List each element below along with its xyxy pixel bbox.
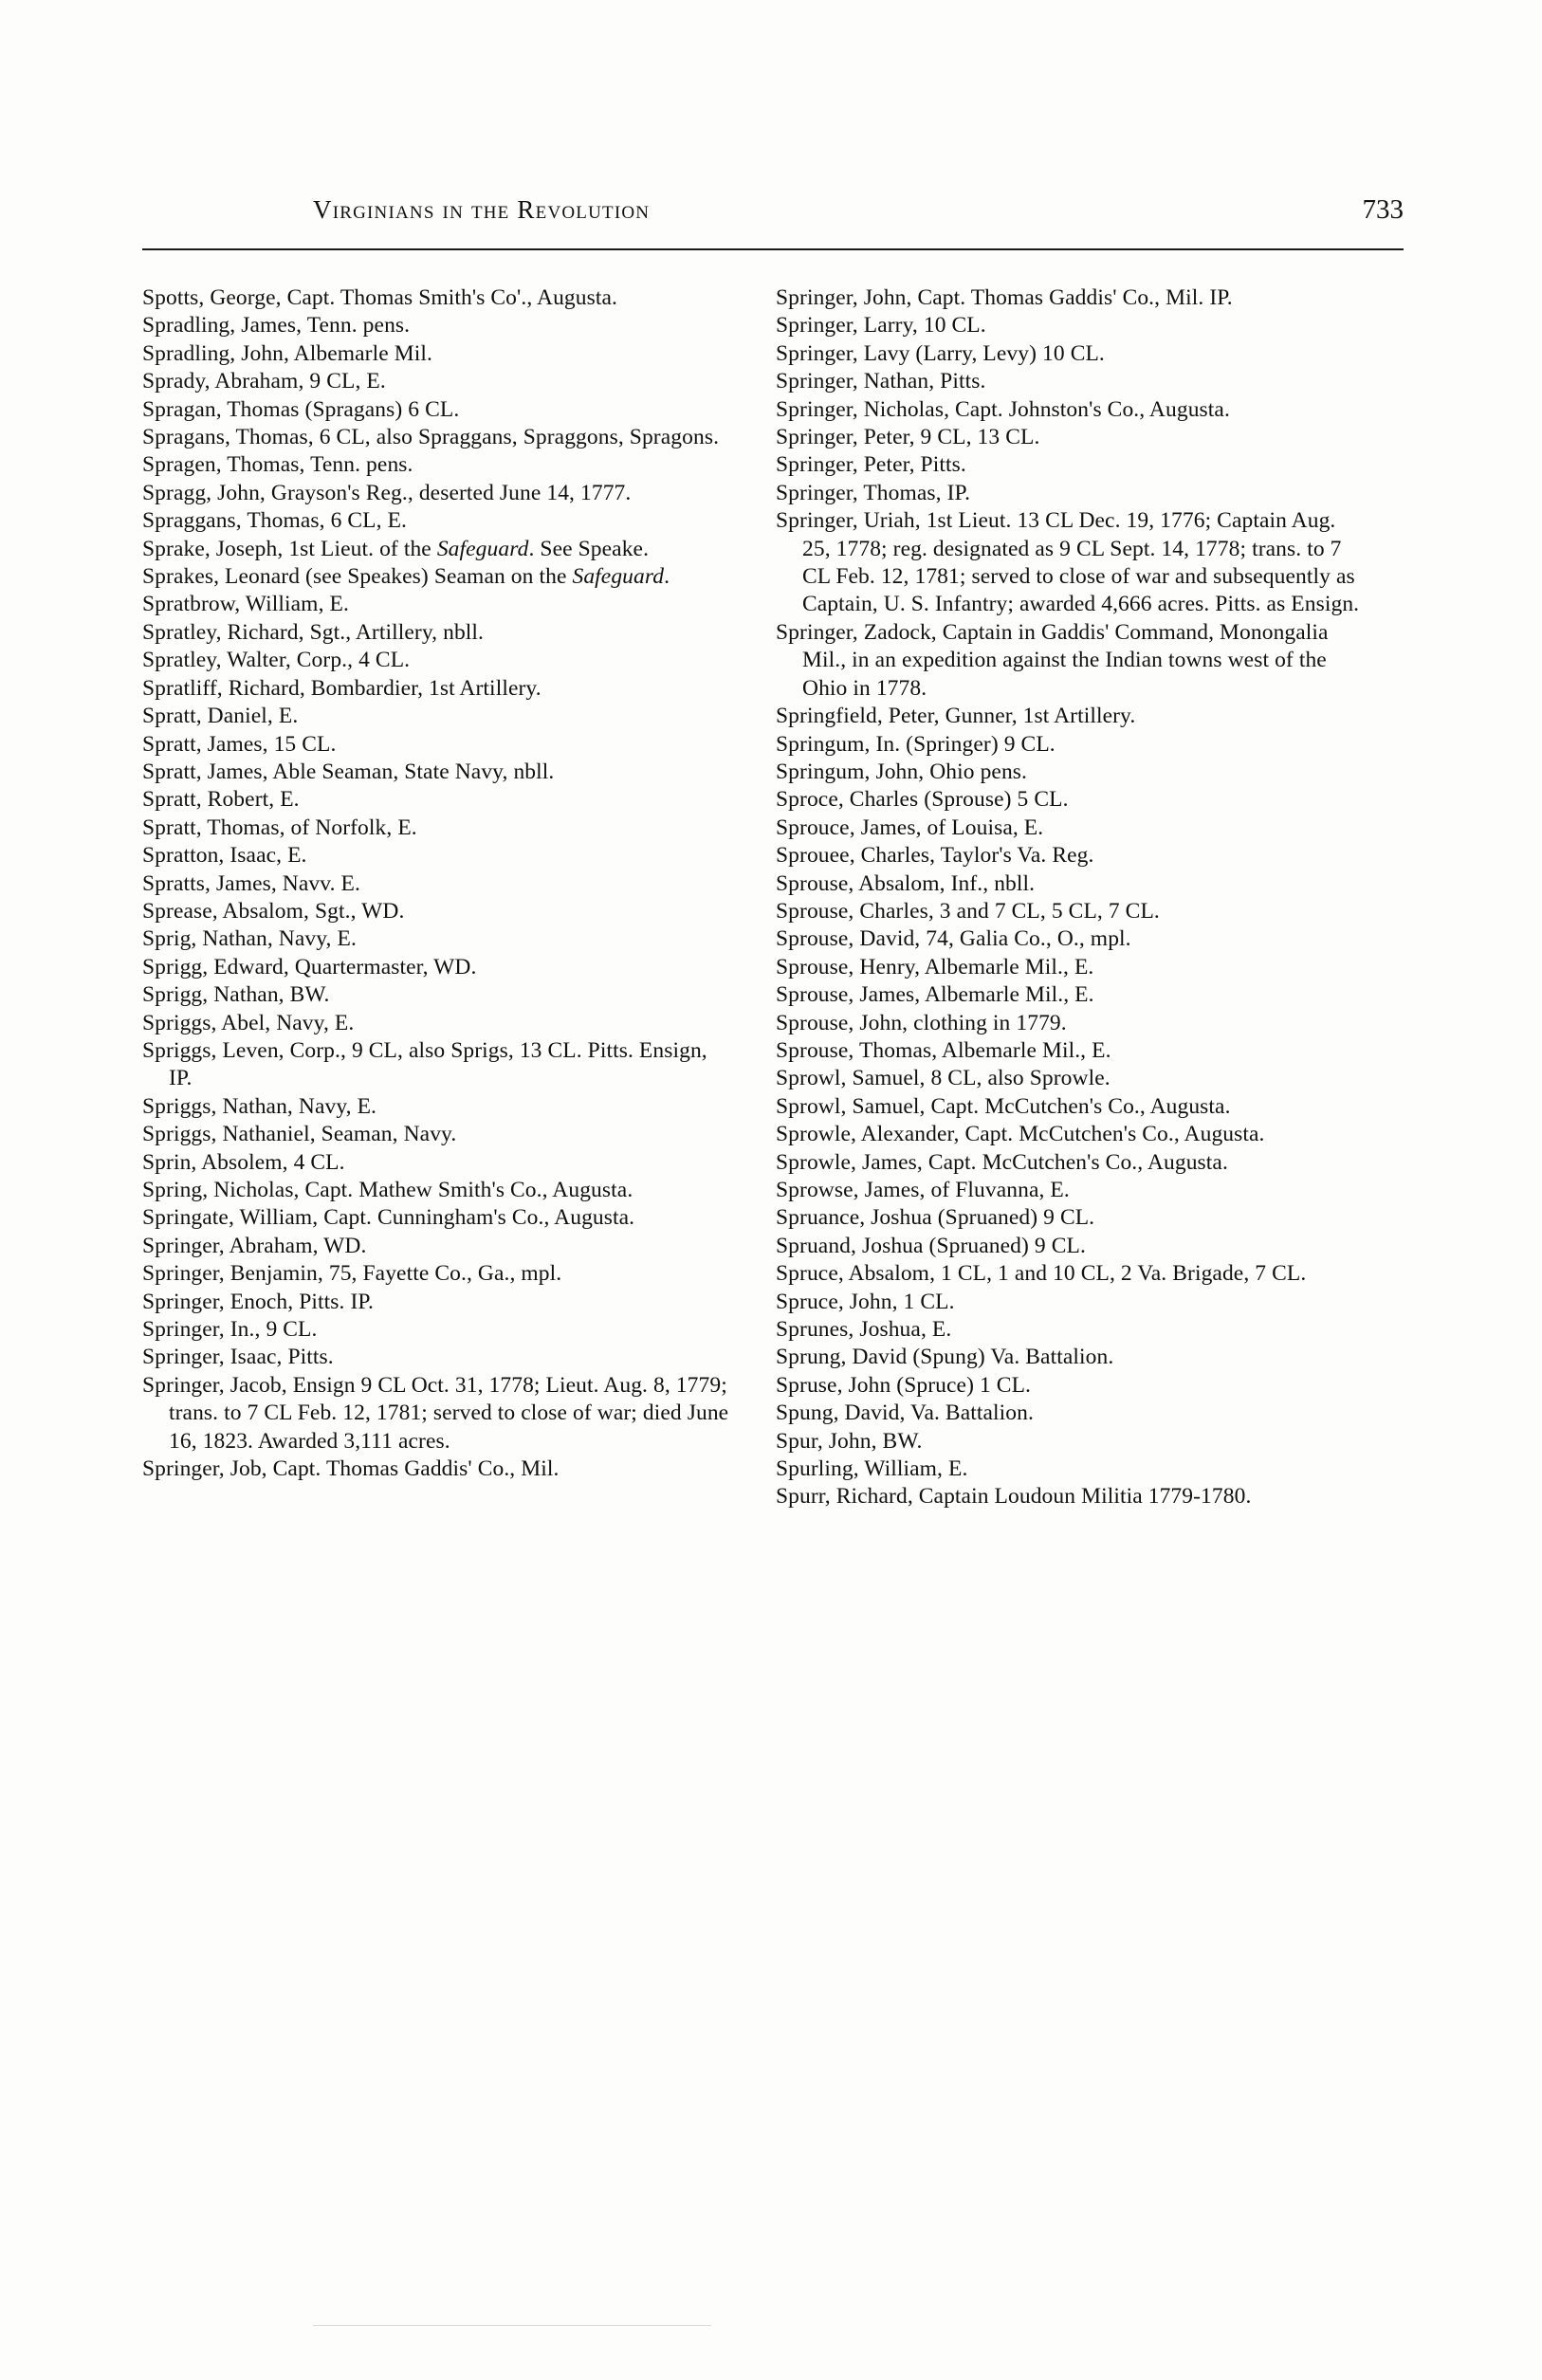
dictionary-entry: Spradling, John, Albemarle Mil. <box>142 340 432 366</box>
dictionary-entry: Spurling, William, E. <box>776 1456 968 1482</box>
dictionary-entry: Sprowl, Samuel, Capt. McCutchen's Co., Augusta. <box>776 1093 1231 1119</box>
dictionary-entry: Sprouse, Thomas, Albemarle Mil., E. <box>776 1037 1111 1063</box>
dictionary-entry: Spruand, Joshua (Spruaned) 9 CL. <box>776 1233 1086 1258</box>
dictionary-entry: Sprouse, David, 74, Galia Co., O., mpl. <box>776 926 1131 952</box>
dictionary-entry: Spratley, Richard, Sgt., Artillery, nbll. <box>142 619 485 645</box>
dictionary-entry: Sprowle, Alexander, Capt. McCutchen's Co., Augusta. <box>776 1122 1265 1147</box>
dictionary-entry: Springate, William, Capt. Cunningham's Co., Augusta. <box>142 1205 635 1231</box>
dictionary-entry: Sprigg, Edward, Quartermaster, WD. <box>142 954 477 979</box>
dictionary-entry: Spung, David, Va. Battalion. <box>776 1401 1034 1426</box>
dictionary-entry: Spruce, Absalom, 1 CL, 1 and 10 CL, 2 Va. Brigade, 7 CL. <box>776 1261 1307 1287</box>
dictionary-entry: Sprouse, Charles, 3 and 7 CL, 5 CL, 7 CL. <box>776 898 1160 924</box>
dictionary-entry: Springum, In. (Springer) 9 CL. <box>776 731 1056 757</box>
dictionary-entry: Sprake, Joseph, 1st Lieut. of the Safeguard. See Speake. <box>142 536 650 561</box>
page-number: 733 <box>1362 194 1404 225</box>
dictionary-entry: Sprady, Abraham, 9 CL, E. <box>142 369 386 394</box>
dictionary-entry: Spriggs, Abel, Navy, E. <box>142 1010 355 1035</box>
dictionary-entry: Spratt, Thomas, of Norfolk, E. <box>142 815 417 840</box>
dictionary-entry: Springfield, Peter, Gunner, 1st Artillery. <box>776 704 1136 729</box>
header-rule <box>142 248 1404 250</box>
dictionary-entry: Spratt, James, 15 CL. <box>142 731 337 757</box>
dictionary-entry: Spratliff, Richard, Bombardier, 1st Artillery. <box>142 675 542 701</box>
dictionary-entry: Spradling, James, Tenn. pens. <box>142 313 411 339</box>
dictionary-entry: Springer, Peter, Pitts. <box>776 452 966 478</box>
dictionary-entry: Spratley, Walter, Corp., 4 CL. <box>142 648 411 673</box>
dictionary-entry: Sprunes, Joshua, E. <box>776 1317 952 1343</box>
dictionary-entry: Sprung, David (Spung) Va. Battalion. <box>776 1345 1114 1370</box>
dictionary-entry: Sprowle, James, Capt. McCutchen's Co., Augusta. <box>776 1149 1228 1175</box>
dictionary-entry: Sprouse, John, clothing in 1779. <box>776 1010 1067 1035</box>
dictionary-entry: Spotts, George, Capt. Thomas Smith's Co'., Augusta. <box>142 285 617 310</box>
dictionary-entry: Spratt, Robert, E. <box>142 787 300 813</box>
dictionary-entry: Sprowl, Samuel, 8 CL, also Sprowle. <box>776 1066 1111 1091</box>
dictionary-entry: Sprig, Nathan, Navy, E. <box>142 926 357 952</box>
dictionary-entry: Spragg, John, Grayson's Reg., deserted June 14, 1777. <box>142 480 632 505</box>
dictionary-entry: Springer, Nathan, Pitts. <box>776 369 986 394</box>
dictionary-entry: Springer, Peter, 9 CL, 13 CL. <box>776 425 1040 450</box>
dictionary-entry: Spurr, Richard, Captain Loudoun Militia 1779-1780. <box>776 1484 1252 1510</box>
dictionary-entry: Spragans, Thomas, 6 CL, also Spraggans, Spraggons, Spragons. <box>142 425 720 450</box>
dictionary-entry: Springer, Enoch, Pitts. IP. <box>142 1289 374 1314</box>
dictionary-entry: Springer, Lavy (Larry, Levy) 10 CL. <box>776 340 1105 366</box>
dictionary-entry: Spratton, Isaac, E. <box>142 843 307 869</box>
dictionary-entry: Spratbrow, William, E. <box>142 592 349 617</box>
dictionary-entry: Spriggs, Nathan, Navy, E. <box>142 1093 377 1119</box>
dictionary-entry: Springer, Job, Capt. Thomas Gaddis' Co., Mil. <box>142 1456 560 1482</box>
dictionary-entry: Spratts, James, Navv. E. <box>142 870 360 896</box>
dictionary-entry: Spruance, Joshua (Spruaned) 9 CL. <box>776 1205 1095 1231</box>
dictionary-entry: Springer, Abraham, WD. <box>142 1233 367 1258</box>
dictionary-entry: Spraggans, Thomas, 6 CL, E. <box>142 508 408 534</box>
dictionary-entry: Sprouse, Henry, Albemarle Mil., E. <box>776 954 1094 979</box>
dictionary-entry: Sprouee, Charles, Taylor's Va. Reg. <box>776 843 1094 869</box>
dictionary-entry: Springer, Nicholas, Capt. Johnston's Co., Augusta. <box>776 396 1230 422</box>
right-column <box>776 284 1364 1511</box>
running-title: Virginians in the Revolution <box>313 195 651 224</box>
left-column <box>142 284 730 1511</box>
dictionary-entry: Sprigg, Nathan, BW. <box>142 982 330 1008</box>
dictionary-entry: Sprease, Absalom, Sgt., WD. <box>142 898 405 924</box>
dictionary-entry: Sprowse, James, of Fluvanna, E. <box>776 1178 1070 1202</box>
dictionary-entry: Springum, John, Ohio pens. <box>776 759 1028 784</box>
text-columns <box>142 284 1413 1511</box>
dictionary-entry: Sprouce, James, of Louisa, E. <box>776 815 1044 840</box>
dictionary-entry: Spragan, Thomas (Spragans) 6 CL. <box>142 396 460 422</box>
dictionary-entry: Spragen, Thomas, Tenn. pens. <box>142 452 413 478</box>
dictionary-entry: Springer, In., 9 CL. <box>142 1317 318 1343</box>
dictionary-entry: Spur, John, BW. <box>776 1428 923 1454</box>
dictionary-entry: Sprakes, Leonard (see Speakes) Seaman on the Safeguard. <box>142 564 670 590</box>
dictionary-entry: Spruse, John (Spruce) 1 CL. <box>776 1372 1032 1398</box>
dictionary-entry: Springer, Thomas, IP. <box>776 480 971 505</box>
dictionary-entry: Springer, Uriah, 1st Lieut. 13 CL Dec. 19, 1776; Captain Aug. 25, 1778; reg. designated as 9 CL Sept. 14, 1778; trans. to 7 CL Feb. 12, 1781; served to close of war and subsequently as Captain, U. S. Infantry; awarded 4,666 acres. Pitts. as Ensign. <box>776 508 1360 617</box>
dictionary-entry: Spriggs, Leven, Corp., 9 CL, also Sprigs, 13 CL. Pitts. Ensign, IP. <box>142 1037 707 1091</box>
dictionary-entry: Sproce, Charles (Sprouse) 5 CL. <box>776 787 1069 813</box>
dictionary-entry: Springer, Jacob, Ensign 9 CL Oct. 31, 1778; Lieut. Aug. 8, 1779; trans. to 7 CL Feb. 12, 1781; served to close of war; died June 16, 1823. Awarded 3,111 acres. <box>142 1372 729 1454</box>
dictionary-entry: Spring, Nicholas, Capt. Mathew Smith's Co., Augusta. <box>142 1178 633 1202</box>
dictionary-entry: Sprin, Absolem, 4 CL. <box>142 1149 345 1175</box>
dictionary-entry: Springer, Larry, 10 CL. <box>776 313 986 339</box>
dictionary-entry: Spratt, Daniel, E. <box>142 704 299 729</box>
page-header <box>142 194 1404 226</box>
dictionary-entry: Spratt, James, Able Seaman, State Navy, nbll. <box>142 759 555 784</box>
dictionary-entry: Sprouse, Absalom, Inf., nbll. <box>776 870 1036 896</box>
dictionary-entry: Springer, Isaac, Pitts. <box>142 1345 334 1370</box>
dictionary-entry: Springer, John, Capt. Thomas Gaddis' Co., Mil. IP. <box>776 285 1233 310</box>
dictionary-entry: Springer, Benjamin, 75, Fayette Co., Ga., mpl. <box>142 1261 562 1287</box>
dictionary-entry: Spriggs, Nathaniel, Seaman, Navy. <box>142 1122 457 1147</box>
dictionary-entry: Sprouse, James, Albemarle Mil., E. <box>776 982 1094 1008</box>
dictionary-entry: Spruce, John, 1 CL. <box>776 1289 955 1314</box>
dictionary-entry: Springer, Zadock, Captain in Gaddis' Command, Monongalia Mil., in an expedition against the Indian towns west of the Ohio in 1778. <box>776 619 1329 701</box>
footer-rule <box>313 2325 711 2326</box>
